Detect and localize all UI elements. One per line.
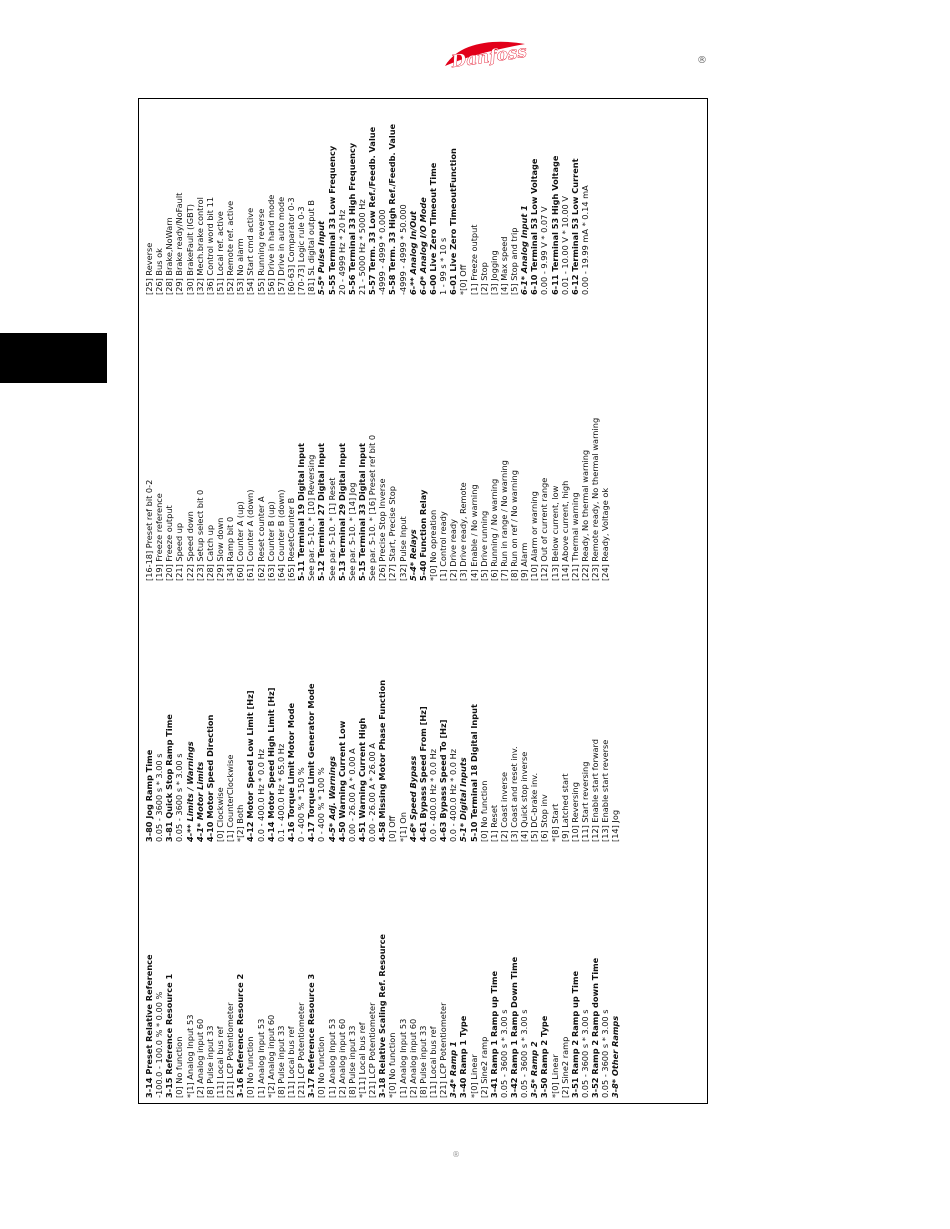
parameter-option: [14] Jog: [610, 809, 621, 842]
group-heading: 4-6* Speed Bypass: [407, 755, 418, 842]
parameter-heading: 4-58 Missing Motor Phase Function: [377, 679, 388, 842]
parameter-option: See par. 5-10. * [1] Reset: [326, 477, 337, 581]
parameter-heading: 5-10 Terminal 18 Digital Input: [468, 704, 479, 842]
parameter-option: [19] Freeze reference: [154, 493, 165, 581]
parameter-heading: 4-14 Motor Speed High Limit [Hz]: [265, 687, 276, 842]
parameter-heading: 3-18 Relative Scaling Ref. Resource: [377, 934, 388, 1098]
parameter-heading: 6-12 Terminal 53 Low Current: [569, 158, 580, 295]
parameter-option: [2] Stop: [478, 262, 489, 295]
parameter-option: See par. 5-10. * [14] Jog: [346, 482, 357, 581]
parameter-heading: 3-17 Reference Resource 3: [306, 973, 317, 1098]
group-heading: 6-0* Analog I/O Mode: [417, 197, 428, 295]
parameter-option: [21] LCP Potentiometer: [225, 1002, 236, 1098]
parameter-option: 0.05 - 3600 s * 3.00 s: [519, 1009, 530, 1098]
parameter-option: [5] DC-brake inv.: [529, 772, 540, 842]
group-heading: 4-5* Adj. Warnings: [326, 756, 337, 842]
parameter-option: *[0] Off: [458, 264, 469, 295]
parameter-heading: 3-52 Ramp 2 Ramp down Time: [590, 957, 601, 1098]
parameter-heading: 4-12 Motor Speed Low Limit [Hz]: [245, 690, 256, 842]
parameter-option: [1] Analog Input 53: [397, 1018, 408, 1098]
parameter-option: [24] Ready, Voltage ok: [600, 487, 611, 581]
group-heading: 3-4* Ramp 1: [448, 1041, 459, 1098]
parameter-option: [26] Precise Stop Inverse: [377, 478, 388, 581]
parameter-option: 0.00 - 26.00 A * 0.00 A: [346, 748, 357, 842]
parameter-option: [16-18] Preset ref bit 0-2: [144, 479, 154, 581]
parameter-option: [28] Brake,NoWarn: [164, 217, 175, 295]
parameter-option: [26] Bus ok: [154, 248, 165, 295]
parameter-option: [3] Jogging: [488, 250, 499, 295]
parameter-option: See par. 5-10. * [16] Preset ref bit 0: [367, 434, 378, 581]
parameter-option: 0.05 - 3600 s * 3.00 s: [154, 753, 165, 842]
column-4: [144, 10, 590, 295]
parameter-option: [1] CounterClockwise: [225, 754, 236, 842]
parameter-heading: 3-80 Jog Ramp Time: [144, 749, 154, 842]
parameter-option: [23] Remote ready, No thermal warning: [590, 417, 601, 581]
parameter-option: [29] Brake ready/NoFault: [174, 192, 185, 295]
parameter-heading: 3-41 Ramp 1 Ramp up Time: [488, 970, 499, 1098]
parameter-option: [11] Local bus ref: [285, 1026, 296, 1098]
parameter-option: [4] Max speed: [498, 236, 509, 295]
parameter-heading: 4-16 Torque Limit Motor Mode: [285, 702, 296, 842]
group-heading: 4-1* Motor Limits: [194, 761, 205, 842]
parameter-option: [52] Remote ref. active: [225, 200, 236, 295]
parameter-option: [3] Drive ready, Remote: [458, 482, 469, 581]
parameter-option: [11] Start reversing: [580, 761, 591, 842]
parameter-option: [0] Clockwise: [214, 787, 225, 842]
parameter-heading: 5-40 Function Relay: [417, 489, 428, 581]
parameter-option: *[0] Linear: [468, 1054, 479, 1098]
group-heading: 4-** Limits / Warnings: [184, 741, 195, 842]
parameter-option: [1] Freeze output: [468, 224, 479, 295]
parameter-option: [1] Analog Input 53: [255, 1018, 266, 1098]
parameter-option: [1] Control ready: [438, 511, 449, 581]
parameter-heading: 4-61 Bypass Speed From [Hz]: [417, 706, 428, 842]
parameter-heading: 3-14 Preset Relative Reference: [144, 954, 154, 1098]
parameter-option: [22] Ready, No thermal warning: [580, 449, 591, 581]
parameter-option: [0] No function: [174, 1036, 185, 1098]
parameter-option: [57] Drive in auto mode: [275, 196, 286, 295]
parameter-option: [60-63] Comparator 0-3: [285, 197, 296, 295]
parameter-option: 0.0 - 400.0 Hz * 0.0 Hz: [255, 748, 266, 842]
parameter-heading: 6-01 Live Zero TimeoutFunction: [448, 148, 459, 295]
parameter-option: [0] No function: [478, 780, 489, 842]
parameter-option: 0 - 400 % * 100 %: [316, 767, 327, 842]
parameter-heading: 5-55 Terminal 33 Low Frequency: [326, 145, 337, 295]
parameter-option: [21] Speed up: [174, 522, 185, 581]
parameter-option: [32] Mech.brake control: [194, 197, 205, 295]
parameter-option: [4] Quick stop inverse: [519, 751, 530, 842]
parameter-option: -100.0 - 100.0 % * 0.00 %: [154, 991, 165, 1098]
parameter-option: [2] Analog input 60: [407, 1018, 418, 1098]
parameter-option: [21] LCP Potentiometer: [367, 1002, 378, 1098]
parameter-option: [14] Above current, high: [559, 480, 570, 581]
parameter-heading: 3-42 Ramp 1 Ramp Down Time: [509, 956, 520, 1098]
parameter-option: [1] Reset: [488, 804, 499, 842]
parameter-option: [2] Drive ready: [448, 519, 459, 581]
parameter-option: *[1] Analog Input 53: [184, 1014, 195, 1098]
parameter-option: [36] Control word bit 11: [204, 196, 215, 295]
column-2: [144, 572, 621, 842]
parameter-option: [27] Start, Precise Stop: [387, 486, 398, 581]
parameter-option: [22] Speed down: [184, 511, 195, 581]
parameter-option: [6] Stop inv: [539, 794, 550, 842]
parameter-option: 0.01 - 10.00 V * 10.00 V: [559, 196, 570, 295]
parameter-option: 21 - 5000 Hz * 5000 Hz: [356, 199, 367, 295]
group-heading: 5-4* Relays: [407, 529, 418, 581]
parameter-heading: 4-51 Warning Current High: [356, 717, 367, 842]
parameter-option: [8] Pulse input 33: [346, 1025, 357, 1098]
logo-wordmark: Danfoss: [450, 41, 528, 73]
parameter-option: *[8] Start: [549, 803, 560, 842]
parameter-option: [25] Reverse: [144, 242, 154, 295]
parameter-option: [70-73] Logic rule 0-3: [296, 206, 307, 295]
parameter-option: *[0] No function: [387, 1032, 398, 1098]
parameter-option: [5] Drive running: [478, 510, 489, 581]
parameter-heading: 3-15 Reference Resource 1: [164, 973, 175, 1098]
parameter-option: [2] Analog input 60: [194, 1018, 205, 1098]
parameter-option: [21] LCP Potentiometer: [438, 1002, 449, 1098]
parameter-option: [10] Alarm or warning: [529, 491, 540, 581]
footer-mark: ®: [452, 1150, 460, 1159]
parameter-heading: 5-56 Terminal 33 High Frequency: [346, 142, 357, 295]
parameter-option: 0.00 - 9.99 V * 0.07 V: [539, 206, 550, 295]
parameter-option: 0.00 - 26.00 A * 26.00 A: [367, 743, 378, 842]
parameter-option: [34] Ramp bit 0: [225, 516, 236, 581]
parameter-option: [9] Latched start: [559, 773, 570, 842]
parameter-option: [2] Sine2 ramp: [478, 1036, 489, 1098]
parameter-heading: 3-51 Ramp 2 Ramp up Time: [569, 970, 580, 1098]
parameter-option: [30] BrakeFault (IGBT): [184, 204, 195, 295]
parameter-option: [7] Run in range / No warning: [498, 460, 509, 581]
parameter-option: 0.00 - 19.99 mA * 0.14 mA: [580, 185, 591, 295]
parameter-heading: 4-17 Torque Limit Generator Mode: [306, 683, 317, 842]
parameter-heading: 5-13 Terminal 29 Digital Input: [336, 443, 347, 581]
registered-mark: ®: [697, 55, 707, 66]
parameter-heading: 5-11 Terminal 19 Digital Input: [296, 443, 307, 581]
parameter-option: 0.05 - 3600 s * 3.00 s: [580, 1009, 591, 1098]
parameter-option: [53] No alarm: [235, 238, 246, 295]
parameter-heading: 4-50 Warning Current Low: [336, 720, 347, 842]
group-heading: 5-5* Pulse Input: [316, 220, 327, 295]
parameter-option: -4999 - 4999 * 0.000: [377, 209, 388, 295]
group-heading: 6-1* Analog Input 1: [519, 205, 530, 295]
parameter-option: [0] No function: [316, 1036, 327, 1098]
parameter-option: [11] Local bus ref: [214, 1026, 225, 1098]
parameter-option: 0.0 - 400.0 Hz * 0.0 Hz: [448, 748, 459, 842]
parameter-option: [2] Analog input 60: [336, 1018, 347, 1098]
group-heading: 3-8* Other Ramps: [610, 1015, 621, 1098]
parameter-heading: 6-11 Terminal 53 High Voltage: [549, 155, 560, 295]
parameter-option: [61] Counter A (down): [245, 489, 256, 581]
parameter-option: [28] Catch up: [204, 524, 215, 581]
parameter-option: [23] Setup select bit 0: [194, 489, 205, 581]
parameter-option: 0.0 - 400.0 Hz * 0.0 Hz: [427, 748, 438, 842]
parameter-heading: 5-12 Terminal 27 Digital Input: [316, 443, 327, 581]
parameter-option: 20 - 4999 Hz * 20 Hz: [336, 209, 347, 295]
parameter-option: *[1] On: [397, 812, 408, 842]
parameter-option: [10] Reversing: [569, 782, 580, 842]
parameter-option: [8] Run on ref / No warning: [509, 470, 520, 581]
parameter-option: [2] Sine2 ramp: [559, 1036, 570, 1098]
parameter-option: [29] Slow down: [214, 517, 225, 581]
parameter-heading: 3-81 Quick Stop Ramp Time: [164, 714, 175, 842]
column-1: [144, 838, 621, 1098]
parameter-option: [62] Reset counter A: [255, 496, 266, 581]
parameter-option: *[0] No opreation: [427, 509, 438, 581]
parameter-option: 0.05 - 3600 s * 3.00 s: [174, 753, 185, 842]
parameter-option: [0] No function: [245, 1036, 256, 1098]
parameter-option: [55] Running reverse: [255, 208, 266, 295]
parameter-option: 0.05 - 3600 s * 3.00 s: [600, 1009, 611, 1098]
parameter-option: [8] Pulse input 33: [275, 1025, 286, 1098]
parameter-option: [81] SL digital output B: [306, 199, 317, 295]
parameter-option: [51] Local ref. active: [214, 211, 225, 295]
parameter-heading: 5-15 Terminal 33 Digital Input: [356, 443, 367, 581]
parameter-option: 0.1 - 400.0 Hz * 65.0 Hz: [275, 743, 286, 842]
parameter-option: [20] Freeze output: [164, 505, 175, 581]
parameter-option: -4999 - 4999 * 50.000: [397, 204, 408, 295]
parameter-heading: 3-50 Ramp 2 Type: [539, 1015, 550, 1098]
group-heading: 6-** Analog In/Out: [407, 211, 418, 295]
parameter-option: [32] Pulse Input: [397, 516, 408, 581]
chapter-tab: [0, 333, 107, 383]
parameter-option: [12] Enable start forward: [590, 739, 601, 842]
parameter-option: [54] Start cmd active: [245, 207, 256, 295]
parameter-option: [21] Thermal warning: [569, 492, 580, 581]
parameter-option: [5] Stop and trip: [509, 227, 520, 295]
parameter-option: [6] Running / No warning: [488, 478, 499, 581]
parameter-heading: 5-57 Term. 33 Low Ref./Feedb. Value: [367, 126, 378, 295]
parameter-option: [8] Pulse input 33: [204, 1025, 215, 1098]
parameter-option: *[0] Linear: [549, 1054, 560, 1098]
parameter-option: [21] LCP Potentiometer: [296, 1002, 307, 1098]
parameter-option: [13] Below current, low: [549, 485, 560, 581]
parameter-option: 1 - 99 s * 10 s: [438, 237, 449, 295]
parameter-heading: 6-10 Terminal 53 Low Voltage: [529, 158, 540, 295]
parameter-option: [3] Coast and reset inv.: [509, 746, 520, 842]
parameter-heading: 5-58 Term. 33 High Ref./Feedb. Value: [387, 123, 398, 295]
parameter-heading: 4-63 Bypass Speed To [Hz]: [438, 719, 449, 842]
parameter-option: [13] Enable start reverse: [600, 739, 611, 842]
parameter-heading: 3-40 Ramp 1 Type: [458, 1015, 469, 1098]
parameter-option: 0 - 400 % * 150 %: [296, 767, 307, 842]
parameter-option: [9] Alarm: [519, 542, 530, 581]
parameter-option: [65] ResetCounter B: [285, 497, 296, 581]
parameter-option: [12] Out of current range: [539, 477, 550, 581]
parameter-option: [56] Drive in hand mode: [265, 194, 276, 295]
parameter-option: [2] Coast inverse: [498, 771, 509, 842]
parameter-heading: 3-16 Reference Resource 2: [235, 973, 246, 1098]
parameter-list: [144, 98, 704, 1098]
parameter-option: *[11] Local bus ref: [356, 1022, 367, 1098]
parameter-heading: 6-00 Live Zero Timeout Time: [427, 162, 438, 295]
parameter-option: [11] Local bus ref: [427, 1026, 438, 1098]
parameter-heading: 4-10 Motor Speed Direction: [204, 714, 215, 842]
parameter-option: [63] Counter B (up): [265, 501, 276, 581]
parameter-option: [64] Counter B (down): [275, 489, 286, 581]
column-3: [144, 311, 610, 581]
parameter-option: 0.05 - 3600 s * 3.00 s: [498, 1009, 509, 1098]
parameter-option: See par. 5-10. * [10] Reversing: [306, 454, 317, 581]
parameter-option: [4] Enable / No warning: [468, 484, 479, 581]
parameter-option: [60] Counter A (up): [235, 501, 246, 581]
group-heading: 5-1* Digital Inputs: [458, 757, 469, 842]
parameter-option: [0] Off: [387, 815, 398, 842]
parameter-option: [1] Analog Input 53: [326, 1018, 337, 1098]
group-heading: 3-5* Ramp 2: [529, 1041, 540, 1098]
parameter-option: *[2] Both: [235, 804, 246, 842]
parameter-option: *[2] Analog input 60: [265, 1014, 276, 1098]
parameter-option: [8] Pulse input 33: [417, 1025, 428, 1098]
